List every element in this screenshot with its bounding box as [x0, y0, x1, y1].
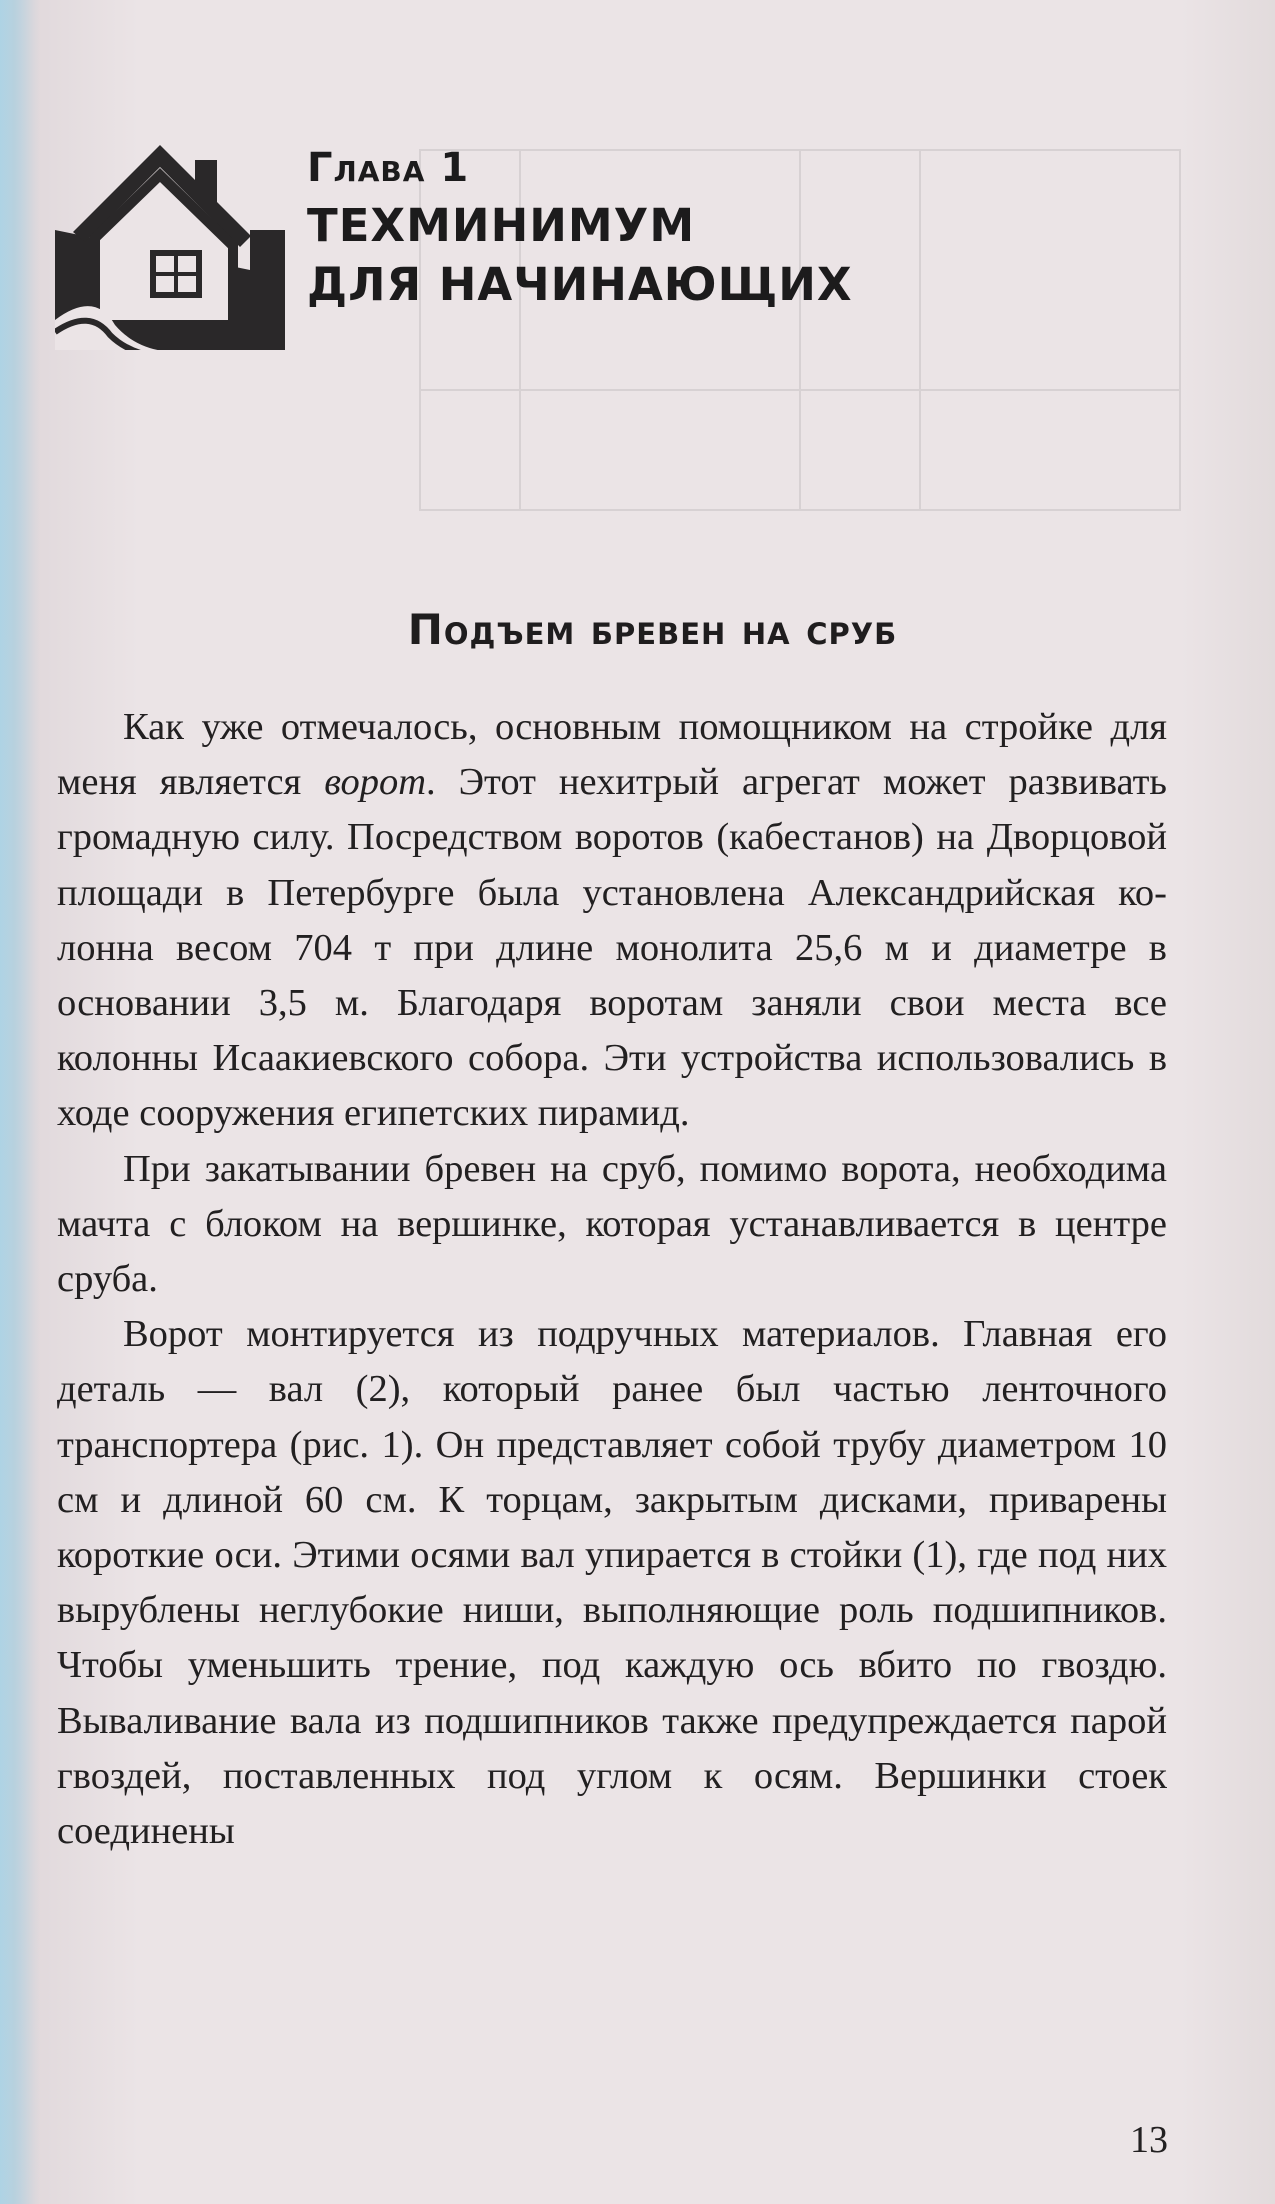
body-text	[57, 700, 1167, 1859]
chapter-header	[55, 120, 1055, 360]
chapter-title-line-2: ДЛЯ НАЧИНАЮЩИХ	[307, 258, 853, 311]
page-number: 13	[1130, 2119, 1168, 2161]
paragraph-3: Ворот монтируется из подручных материалов. Главная его деталь — вал (2), который ранее был частью ленточного транспортера (рис. 1). Он представляет собой трубу диаметром 10 см и длиной 60 см. К торцам, закрытым дисками, приварены короткие оси. Этими осями вал упирается в стойки (1), где под них вырублены неглубокие ниши, выполняющие роль подшипников. Чтобы уменьшить трение, под каждую ось вбито по гвоздю. Вываливание вала из подшипников также предупреждается парой гвоздей, поставленных под углом к осям. Вершинки стоек соединены	[57, 1313, 1167, 1853]
spine-shadow	[0, 0, 40, 2204]
house-icon	[55, 120, 285, 350]
chapter-label: Глава 1	[307, 145, 470, 191]
chapter-heading	[307, 140, 853, 314]
paragraph-1-end: . Этот нехитрый агрегат может развивать громадную силу. Посредством воротов (кабестанов) на Дворцовой площади в Петербурге была установлена Александрийская колонна весом 704 т при длине монолита 25,6 м и диаметре в основании 3,5 м. Благодаря воротам заняли свои места все колонны Исаакиевского собора. Эти устройства использовались в ходе сооружения египетских пирамид.	[57, 761, 1167, 1135]
chapter-title-line-1: ТЕХМИНИМУМ	[307, 199, 696, 252]
emphasis-term: ворот	[324, 761, 426, 804]
paragraph-1	[57, 700, 1167, 1142]
paragraph-2: При закатывании бревен на сруб, помимо ворота, необходима мачта с блоком на вершинке, которая устанавливается в центре сруба.	[57, 1147, 1167, 1301]
section-title: Подъем бревен на сруб	[407, 605, 898, 654]
paragraph-1-start: Как уже отмечалось, основным помощником на стройке для меня является	[57, 706, 1167, 804]
